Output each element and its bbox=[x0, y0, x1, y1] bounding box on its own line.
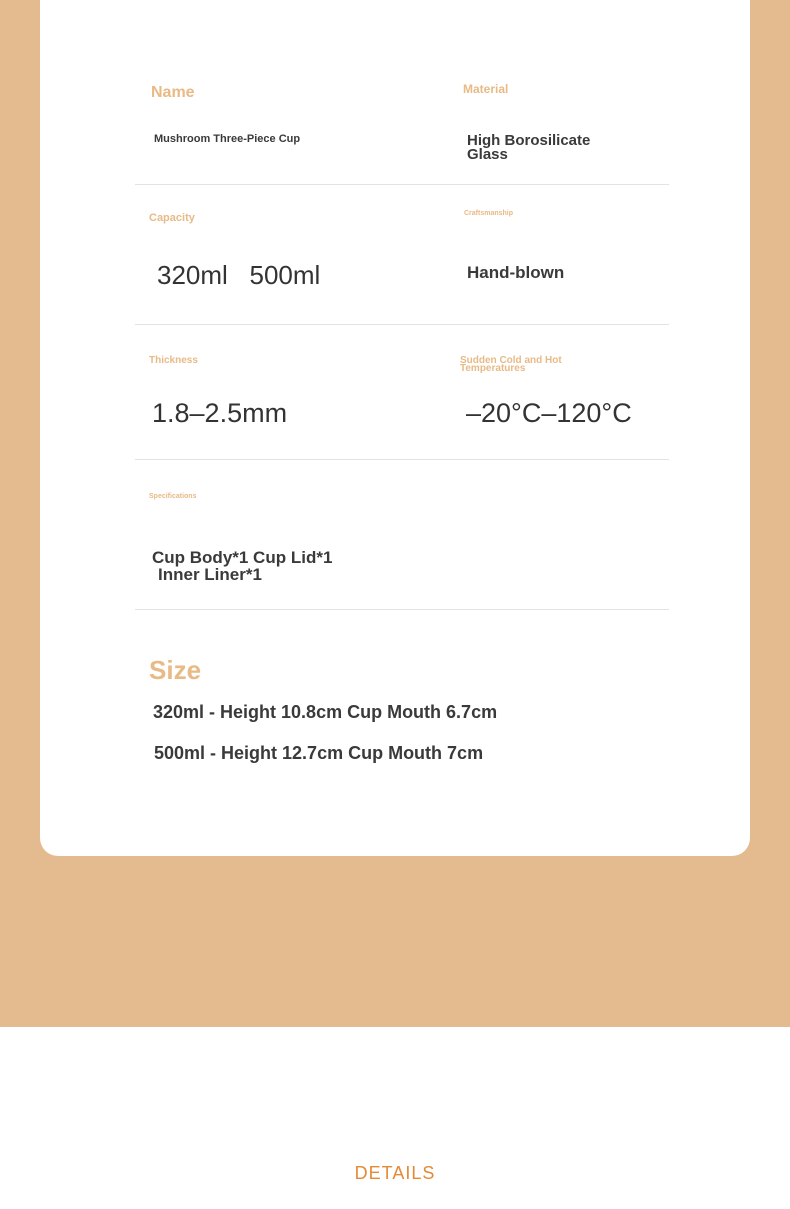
spec-card bbox=[40, 0, 750, 856]
divider-2 bbox=[135, 324, 669, 325]
specifications-label: Specifications bbox=[149, 493, 197, 500]
temperature-value: –20°C–120°C bbox=[466, 398, 632, 428]
capacity-value: 320ml 500ml bbox=[157, 260, 321, 290]
size-line-320ml: 320ml - Height 10.8cm Cup Mouth 6.7cm bbox=[153, 702, 498, 722]
name-label: Name bbox=[151, 84, 195, 101]
thickness-value: 1.8–2.5mm bbox=[152, 398, 288, 428]
divider-1 bbox=[135, 184, 669, 185]
details-heading: DETAILS bbox=[354, 1163, 436, 1183]
craftsmanship-value: Hand-blown bbox=[467, 263, 565, 282]
divider-3 bbox=[135, 459, 669, 460]
material-label: Material bbox=[463, 82, 509, 96]
specifications-line2: Inner Liner*1 bbox=[158, 565, 262, 584]
size-title: Size bbox=[149, 655, 202, 685]
name-value: Mushroom Three-Piece Cup bbox=[154, 133, 301, 145]
material-value: High Borosilicate Glass bbox=[467, 132, 591, 163]
divider-4 bbox=[135, 609, 669, 610]
capacity-label: Capacity bbox=[149, 212, 195, 224]
specifications-line1: Cup Body*1 Cup Lid*1 bbox=[152, 548, 333, 567]
craftsmanship-label: Craftsmanship bbox=[464, 210, 514, 217]
size-line-500ml: 500ml - Height 12.7cm Cup Mouth 7cm bbox=[154, 743, 484, 763]
temperature-label: Sudden Cold and Hot Temperatures bbox=[460, 355, 562, 374]
thickness-label: Thickness bbox=[149, 355, 198, 366]
